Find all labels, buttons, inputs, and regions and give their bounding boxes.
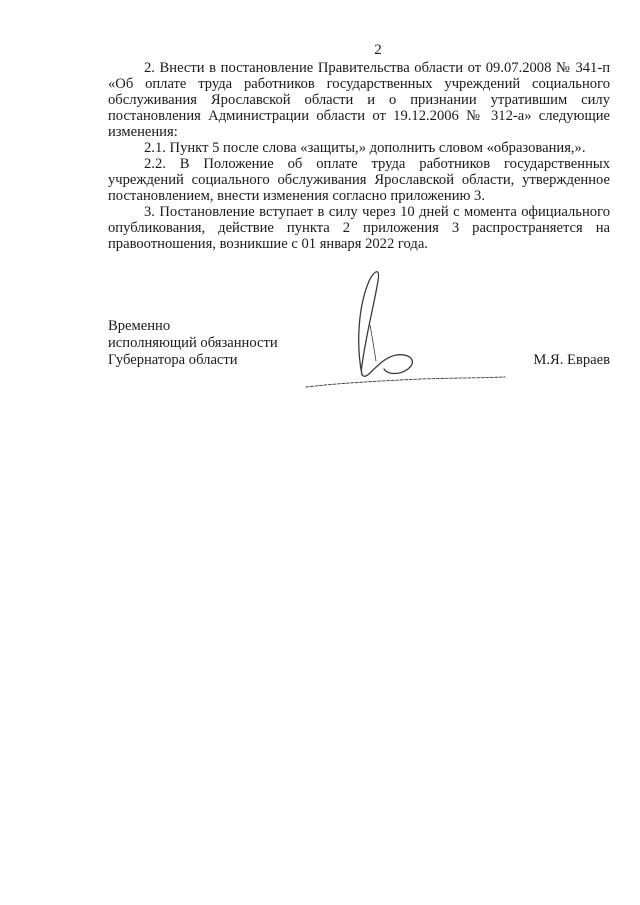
page-number: 2: [374, 42, 382, 58]
signature-stroke-tail: [306, 377, 505, 387]
paragraph-item-2-2: 2.2. В Положение об оплате труда работников государственных учреждений социального обслуживания Ярославской области, утвержденное постановлением, внести изменения согласно приложению 3.: [108, 156, 610, 204]
paragraph-item-2-1: 2.1. Пункт 5 после слова «защиты,» дополнить словом «образования,».: [144, 140, 586, 156]
signer-title-line-2: исполняющий обязанности: [108, 335, 278, 351]
document-body: [108, 60, 610, 252]
paragraph-item-3: 3. Постановление вступает в силу через 10 дней с момента официального опубликования, действие пункта 2 приложения 3 распространяется на правоотношения, возникшие с 01 января 2022 года.: [108, 204, 610, 252]
signer-title-line-1: Временно: [108, 318, 171, 334]
paragraph-item-2: 2. Внести в постановление Правительства области от 09.07.2008 № 341-п «Об оплате труда работников государственных учреждений социального обслуживания Ярославской области и о признании утратившим силу постановления Администрации области от 19.12.2006 № 312-а» следующие изменения:: [108, 60, 610, 140]
signer-title-line-3: Губернатора области: [108, 352, 238, 368]
signer-name: М.Я. Евраев: [533, 352, 610, 368]
signature-block: [108, 318, 610, 369]
